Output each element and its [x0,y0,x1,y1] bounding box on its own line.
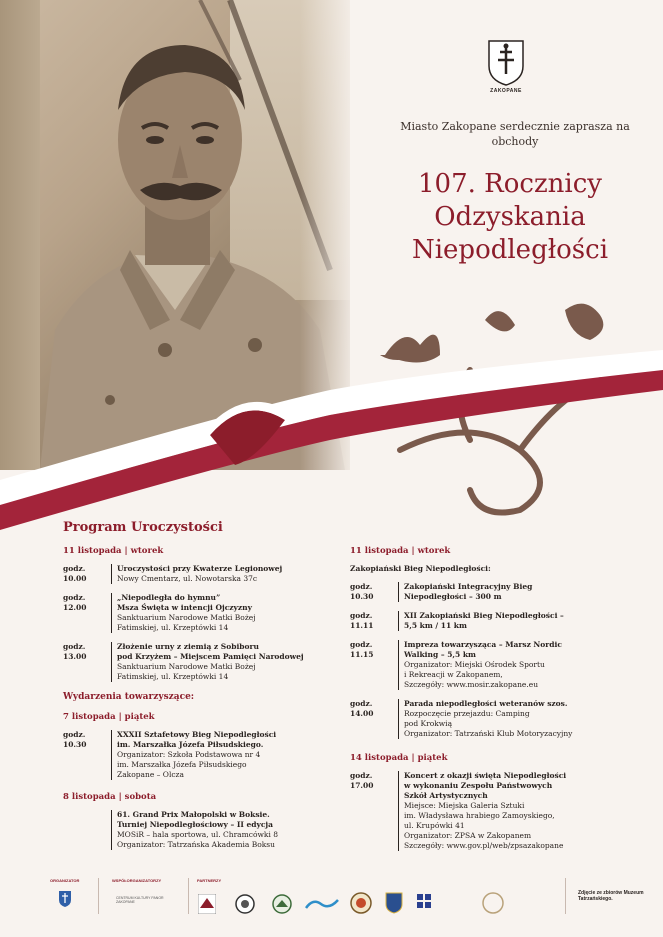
partner-circle-logo-icon [482,892,504,914]
event-item: godz. 12.00 „Niepodległa do hymnu” Msza Święta w intencji Ojczyzny Sanktuarium Narodowe Matki Bożej Fatimskiej, ul. Krzeptówki 14 [63,593,256,632]
event-item: godz. 13.00 Złożenie urny z ziemią z Sobiboru pod Krzyżem – Miejscem Pamięci Narodowej Sanktuarium Narodowe Matki Bożej Fatimskiej, ul. Krzeptówki 14 [63,642,304,681]
partner-wave-logo-icon [305,896,339,912]
co-organizer-text: CENTRUM KULTURY PANOR ZAKOPANE [116,896,164,904]
zakopane-crest-icon [486,38,526,86]
co-organizers-label: WSPÓŁORGANIZATORZY [112,878,162,883]
partner-badge-icon [350,892,372,914]
date-heading: 14 listopada | piątek [350,753,448,763]
photo-credit: Zdjęcie ze zbiorów Muzeum Tatrzańskiego. [578,890,644,902]
date-heading: 7 listopada | piątek [63,712,155,722]
partner-logo-icon [198,894,216,914]
program-left-column [63,546,343,859]
date-heading: 8 listopada | sobota [63,792,157,802]
partner-grid-logo-icon [417,894,431,912]
page-title: 107. Rocznicy Odzyskania Niepodległości [411,169,609,265]
city-label: ZAKOPANE [490,88,522,94]
date-heading: 11 listopada | wtorek [350,546,451,556]
event-item: 61. Grand Prix Małopolski w Boksie. Turniej Niepodległościowy – II edycja MOSiR – hala sportowa, ul. Chramcówki 8 Organizator: Tatrzańska Akademia Boksu [63,810,343,850]
run-heading: Zakopiański Bieg Niepodległości: [350,564,491,573]
footer-logos [40,870,644,920]
program-right-column [350,546,610,860]
event-item: godz. 14.00 Parada niepodległości weteranów szos. Rozpoczęcie przejazdu: Camping pod Krokwią Organizator: Tatrzański Klub Motoryzacyjny [350,699,573,738]
program-title: Program Uroczystości [63,520,223,535]
date-heading: 11 listopada | wtorek [63,546,164,556]
event-item: godz. 10.30 XXXII Sztafetowy Bieg Niepodległości im. Marszałka Józefa Piłsudskiego. Organizator: Szkoła Podstawowa nr 4 im. Marszałka Józefa Piłsudskiego Zakopane – Olcza [63,730,277,779]
partners-label: PARTNERZY [197,878,222,883]
floral-leaves [380,304,603,363]
event-item: godz. 11.11 XII Zakopiański Bieg Niepodległości – 5,5 km / 11 km [350,611,564,630]
event-item: godz. 17.00 Koncert z okazji święta Niepodległości w wykonaniu Zespołu Państwowych Szkół Artystycznych Miejsce: Miejska Galeria Sztuki im. Władysława hrabiego Zamoyskiego, ul. Krupówki 41 Organizator: ZPSA w Zakopanem Szczegóły: www.gov.pl/web/zpsazakopane [350,771,567,850]
event-item: godz. 10.30 Zakopiański Integracyjny Bieg Niepodległości – 300 m [350,582,533,601]
event-item: godz. 10.00 Uroczystości przy Kwaterze Legionowej Nowy Cmentarz, ul. Nowotarska 37c [63,564,283,583]
organizer-label: ORGANIZATOR [50,878,80,883]
zakopane-logo-icon [58,890,72,908]
accompanying-events-heading: Wydarzenia towarzyszące: [63,692,195,702]
partner-shield-icon [385,892,403,914]
flag-ribbon [0,300,663,530]
event-item: godz. 11.15 Impreza towarzysząca – Marsz Nordic Walking – 5,5 km Organizator: Miejski Ośrodek Sportu i Rekreacji w Zakopanem, Szczegóły: www.mosir.zakopane.eu [350,640,562,689]
partner-emblem-icon [235,894,255,914]
partner-round-logo-icon [272,894,292,914]
invitation-text: Miasto Zakopane serdecznie zaprasza na obchody [400,120,630,148]
